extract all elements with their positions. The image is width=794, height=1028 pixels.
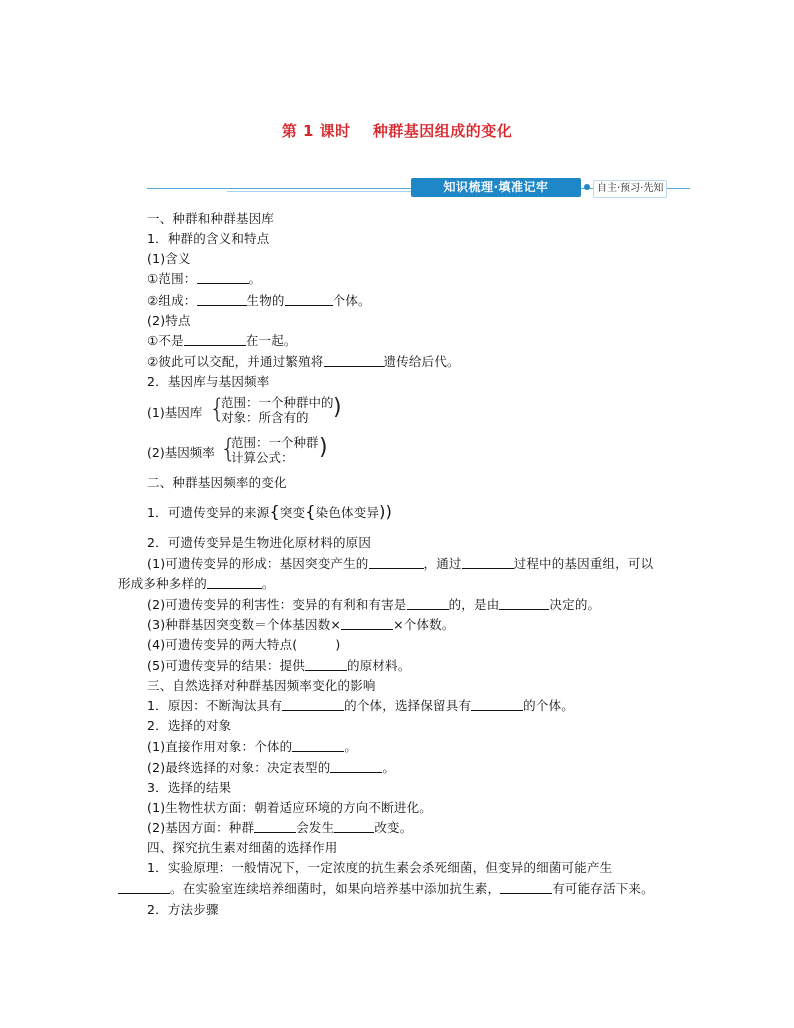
text: 遗传给后代。 [383, 354, 460, 369]
brace-item: 计算公式： [231, 450, 294, 465]
fill-line [147, 597, 600, 613]
text: 生物的 [246, 293, 285, 308]
text: 个体。 [332, 293, 371, 308]
text: (2)最终选择的对象：决定表型的 [147, 760, 331, 775]
right-paren-icon: ) [333, 395, 342, 420]
text: 。 [344, 739, 358, 754]
answer-blank[interactable] [341, 617, 393, 630]
fill-line [147, 354, 460, 370]
answer-blank[interactable] [292, 739, 344, 752]
right-paren-icon: ) [319, 435, 328, 460]
text: ) [335, 637, 341, 652]
fill-line [147, 698, 574, 714]
question-heading: 3．选择的结果 [147, 780, 232, 795]
lesson-number: 第 1 课时 [281, 122, 351, 140]
question-heading: 2．方法步骤 [147, 902, 219, 917]
brace-label: (2)基因频率 [147, 445, 215, 460]
fill-line [147, 820, 412, 836]
answer-blank[interactable] [197, 293, 247, 306]
answer-blank[interactable] [197, 271, 249, 284]
text: 的原材料。 [347, 658, 411, 673]
text: (2)可遗传变异的利害性：变异的有利和有害是 [147, 597, 407, 612]
text: ①不是 [147, 333, 184, 348]
section-heading: 一、种群和种群基因库 [147, 211, 275, 226]
question-heading: 1．种群的含义和特点 [147, 231, 270, 246]
fill-line [147, 333, 297, 349]
left-brace-icon: { [269, 502, 280, 521]
fill-line [118, 576, 275, 592]
answer-blank[interactable] [407, 597, 449, 610]
text: ②组成： [147, 293, 197, 308]
text: 的，是由 [448, 597, 500, 612]
question-heading: 2．基因库与基因频率 [147, 374, 270, 389]
question-heading: 2．可遗传变异是生物进化原材料的原因 [147, 535, 372, 550]
fill-line [147, 556, 653, 572]
section-heading: 二、种群基因频率的变化 [147, 475, 287, 490]
section-heading: 三、自然选择对种群基因频率变化的影响 [147, 678, 376, 693]
banner-sublabel: 自主·预习·先知 [593, 180, 667, 198]
subheading: (1)含义 [147, 251, 191, 266]
text: 1．原因：不断淘汰具有 [147, 698, 283, 713]
text: (5)可遗传变异的结果：提供 [147, 658, 306, 673]
text: 的个体，选择保留具有 [344, 698, 472, 713]
section-heading: 四、探究抗生素对细菌的选择作用 [147, 840, 338, 855]
fill-line [147, 271, 261, 287]
fill-line [118, 881, 654, 897]
left-brace-icon: { [220, 434, 237, 464]
statement: 1．实验原理：一般情况下，一定浓度的抗生素会杀死细菌，但变异的细菌可能产生 [147, 860, 613, 875]
text: 会发生 [296, 820, 335, 835]
answer-blank[interactable] [207, 576, 262, 589]
answer-blank[interactable] [184, 333, 246, 346]
text: 突变 [279, 505, 306, 520]
fill-line [147, 760, 395, 776]
fill-line [147, 504, 392, 521]
left-brace-icon: { [305, 502, 316, 521]
fill-line [147, 658, 411, 674]
text: ②彼此可以交配，并通过繁殖将 [147, 354, 324, 369]
answer-blank[interactable] [499, 597, 549, 610]
answer-blank[interactable] [369, 556, 424, 569]
text: (3)种群基因突变数＝个体基因数× [147, 617, 342, 632]
text: 在一起。 [245, 333, 297, 348]
left-brace-icon: { [209, 394, 226, 424]
brace-item: 范围：一个种群 [231, 435, 319, 450]
answer-blank[interactable] [118, 881, 170, 894]
fill-line [147, 739, 357, 755]
text: (1)直接作用对象：个体的 [147, 739, 293, 754]
lesson-topic: 种群基因组成的变化 [372, 122, 513, 140]
fill-line [147, 637, 340, 653]
brace-item: 范围：一个种群中的 [221, 395, 334, 410]
fill-line [147, 293, 371, 309]
answer-blank[interactable] [334, 820, 374, 833]
gene-pool-brace [147, 394, 367, 428]
banner-label: 知识梳理·填准记牢 [411, 178, 581, 197]
text: (1)可遗传变异的形成：基因突变产生的 [147, 556, 369, 571]
text: ×个体数。 [393, 617, 455, 632]
text: 的个体。 [523, 698, 574, 713]
answer-blank[interactable] [462, 556, 514, 569]
answer-blank[interactable] [285, 293, 333, 306]
text: (2)基因方面：种群 [147, 820, 255, 835]
text: 。 [248, 271, 262, 286]
fill-line [147, 617, 455, 633]
text: 1．可遗传变异的来源 [147, 505, 270, 520]
text: 形成多种多样的 [118, 576, 207, 591]
answer-blank[interactable] [500, 881, 552, 894]
question-heading: 2．选择的对象 [147, 718, 232, 733]
answer-blank[interactable] [471, 698, 523, 711]
text: 改变。 [374, 820, 413, 835]
answer-blank[interactable] [254, 820, 296, 833]
text: 。 [382, 760, 396, 775]
answer-blank[interactable] [330, 760, 382, 773]
statement: (1)生物性状方面：朝着适应环境的方向不断进化。 [147, 800, 433, 815]
brace-label: (1)基因库 [147, 405, 203, 420]
text: ①范围： [147, 271, 197, 286]
gene-frequency-brace [147, 434, 367, 468]
brace-item: 对象：所含有的 [221, 410, 309, 425]
text: 过程中的基因重组，可以 [513, 556, 654, 571]
text: 决定的。 [549, 597, 601, 612]
text: 染色体变异 [315, 505, 380, 520]
text: (4)可遗传变异的两大特点( [147, 637, 298, 652]
answer-blank[interactable] [282, 698, 344, 711]
answer-blank[interactable] [324, 354, 384, 367]
subheading: (2)特点 [147, 313, 191, 328]
right-paren-icon: )) [379, 502, 393, 521]
answer-blank[interactable] [305, 658, 347, 671]
text: ，通过 [423, 556, 462, 571]
text: 。在实验室连续培养细菌时，如果向培养基中添加抗生素， [170, 881, 501, 896]
text: 。 [261, 576, 275, 591]
text: 有可能存活下来。 [552, 881, 654, 896]
